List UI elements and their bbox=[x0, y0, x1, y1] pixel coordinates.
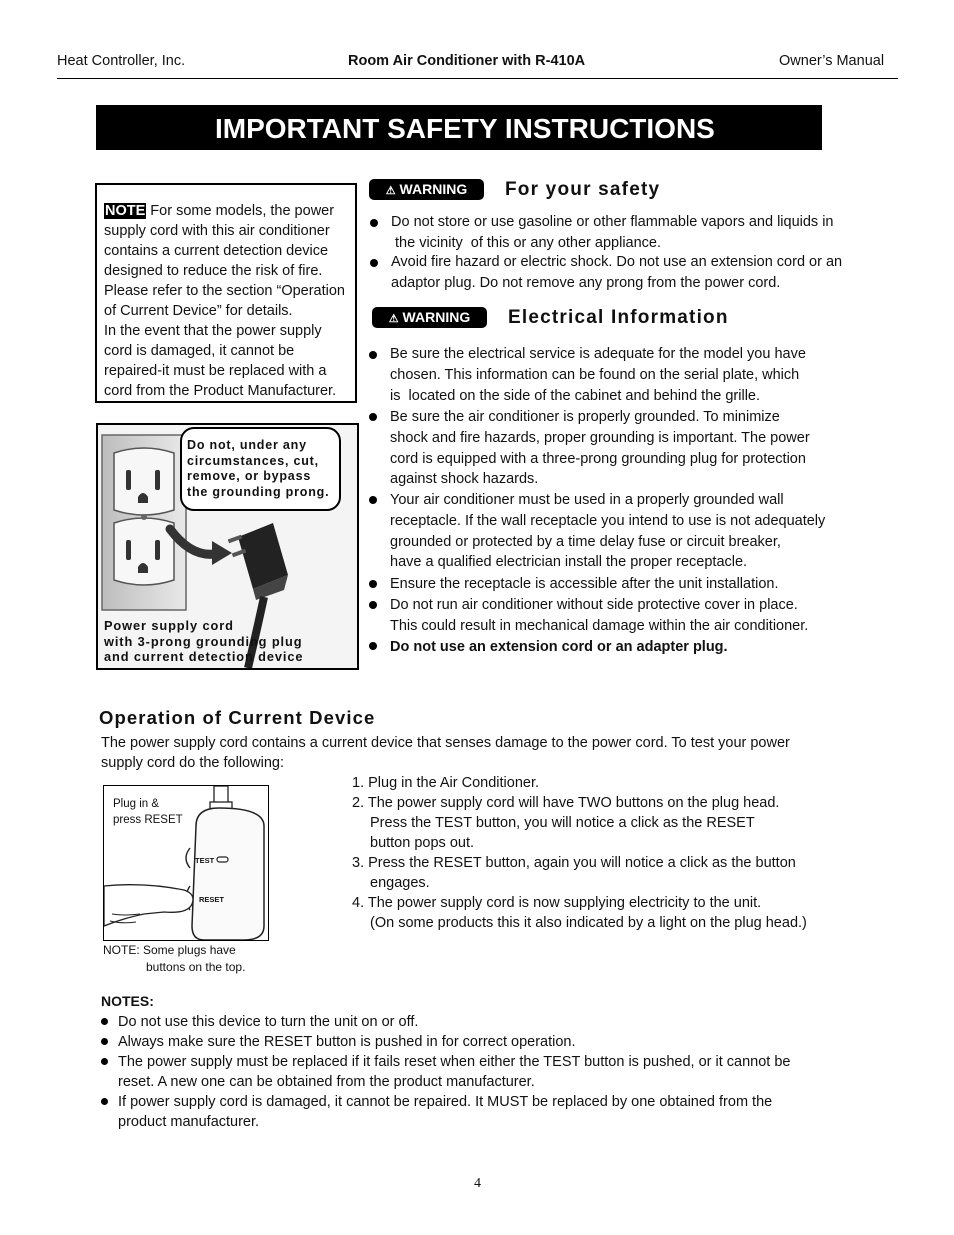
electrical-bullet-6: Do not use an extension cord or an adapter plug. bbox=[390, 639, 728, 655]
bullet-icon bbox=[101, 1038, 108, 1045]
bullet-icon bbox=[369, 580, 377, 588]
electrical-bullet-5: Do not run air conditioner without side protective cover in place. This could result in mechanical damage within the air conditioner. bbox=[390, 597, 809, 634]
note-tag: NOTE bbox=[105, 203, 146, 219]
warning-triangle-icon: ⚠ bbox=[385, 185, 396, 197]
note-line: contains a current detection device bbox=[104, 243, 329, 259]
notes-bullet-4: If power supply cord is damaged, it cannot be repaired. It MUST be replaced by one obtained from the product manufacturer. bbox=[118, 1094, 773, 1130]
plug-figure-label: Plug in & press RESET bbox=[113, 798, 183, 826]
note-line: of Current Device” for details. bbox=[104, 303, 293, 319]
notes-heading: NOTES: bbox=[101, 993, 154, 1009]
bullet-icon bbox=[369, 351, 377, 359]
bullet-icon bbox=[369, 413, 377, 421]
operation-intro: The power supply cord contains a current device that senses damage to the power cord. To test your power supply cord do the following: bbox=[101, 735, 790, 771]
electrical-bullet-1: Be sure the electrical service is adequate for the model you have chosen. This information can be found on the serial plate, which is located on the side of the cabinet and behind the grille. bbox=[390, 346, 806, 404]
bullet-icon bbox=[101, 1018, 108, 1025]
note-line: Please refer to the section “Operation bbox=[104, 283, 345, 299]
warning-badge-electrical: ⚠ WARNING bbox=[372, 307, 487, 328]
bullet-icon bbox=[369, 496, 377, 504]
reset-button-label: RESET bbox=[199, 895, 225, 904]
bullet-icon bbox=[369, 642, 377, 650]
note-line: designed to reduce the risk of fire. bbox=[104, 263, 323, 279]
safety-title: For your safety bbox=[505, 179, 661, 200]
bullet-icon bbox=[369, 601, 377, 609]
electrical-title: Electrical Information bbox=[508, 307, 729, 328]
warning-badge-safety: ⚠ WARNING bbox=[369, 179, 484, 200]
header-product: Room Air Conditioner with R-410A bbox=[348, 53, 586, 69]
header-company: Heat Controller, Inc. bbox=[57, 53, 186, 69]
header-rule bbox=[57, 78, 898, 79]
bullet-icon bbox=[101, 1058, 108, 1065]
note-line: supply cord with this air conditioner bbox=[104, 223, 330, 239]
note-line: cord is damaged, it cannot be bbox=[104, 343, 295, 359]
notes-bullet-2: Always make sure the RESET button is pushed in for correct operation. bbox=[118, 1034, 576, 1050]
operation-step-4: 4. The power supply cord is now supplying electricity to the unit. (On some products this it also indicated by a light on the plug head.) bbox=[352, 895, 807, 931]
note-line: cord from the Product Manufacturer. bbox=[104, 383, 337, 399]
bullet-icon bbox=[370, 219, 378, 227]
safety-bullet-2: Avoid fire hazard or electric shock. Do not use an extension cord or an adaptor plug. Do not remove any prong from the power cord. bbox=[391, 254, 843, 291]
test-button-label: TEST bbox=[195, 856, 215, 865]
electrical-bullet-4: Ensure the receptacle is accessible after the unit installation. bbox=[390, 576, 779, 592]
operation-step-1: 1. Plug in the Air Conditioner. bbox=[352, 775, 540, 791]
warning-triangle-icon: ⚠ bbox=[388, 313, 399, 325]
operation-step-2: 2. The power supply cord will have TWO buttons on the plug head. Press the TEST button, you will notice a click as the RESET button pops out. bbox=[352, 795, 780, 851]
bullet-icon bbox=[370, 259, 378, 267]
plug-figure-note: NOTE: Some plugs have buttons on the top. bbox=[103, 943, 246, 974]
outlet-figure-caption: Power supply cord with 3-prong grounding plug and current detection device bbox=[104, 618, 304, 664]
grounding-prong-callout: Do not, under any circumstances, cut, remove, or bypass the grounding prong. bbox=[180, 427, 341, 511]
operation-title: Operation of Current Device bbox=[99, 707, 376, 728]
bullet-icon bbox=[101, 1098, 108, 1105]
safety-bullet-1: Do not store or use gasoline or other flammable vapors and liquids in the vicinity of this or any other appliance. bbox=[391, 214, 834, 251]
page-title: IMPORTANT SAFETY INSTRUCTIONS bbox=[96, 105, 822, 150]
note-line: repaired-it must be replaced with a bbox=[104, 363, 327, 379]
header-doc-type: Owner’s Manual bbox=[779, 53, 885, 69]
note-box bbox=[95, 183, 357, 403]
notes-bullet-1: Do not use this device to turn the unit on or off. bbox=[118, 1014, 419, 1030]
note-line: NOTE For some models, the power bbox=[105, 203, 335, 219]
page-number: 4 bbox=[474, 1176, 481, 1191]
note-line: In the event that the power supply bbox=[104, 323, 322, 339]
electrical-bullet-3: Your air conditioner must be used in a properly grounded wall receptacle. If the wall receptacle you intend to use is not adequately grounded or protected by a time delay fuse or circuit breaker, have a qualified electrician install the proper receptacle. bbox=[390, 492, 826, 571]
operation-step-3: 3. Press the RESET button, again you will notice a click as the button engages. bbox=[352, 855, 796, 891]
electrical-bullet-2: Be sure the air conditioner is properly grounded. To minimize shock and fire hazards, proper grounding is important. The power cord is equipped with a three-prong grounding plug for protection against shock hazards. bbox=[390, 409, 810, 488]
notes-bullet-3: The power supply must be replaced if it fails reset when either the TEST button is pushed, or it cannot be reset. A new one can be obtained from the product manufacturer. bbox=[118, 1054, 791, 1090]
